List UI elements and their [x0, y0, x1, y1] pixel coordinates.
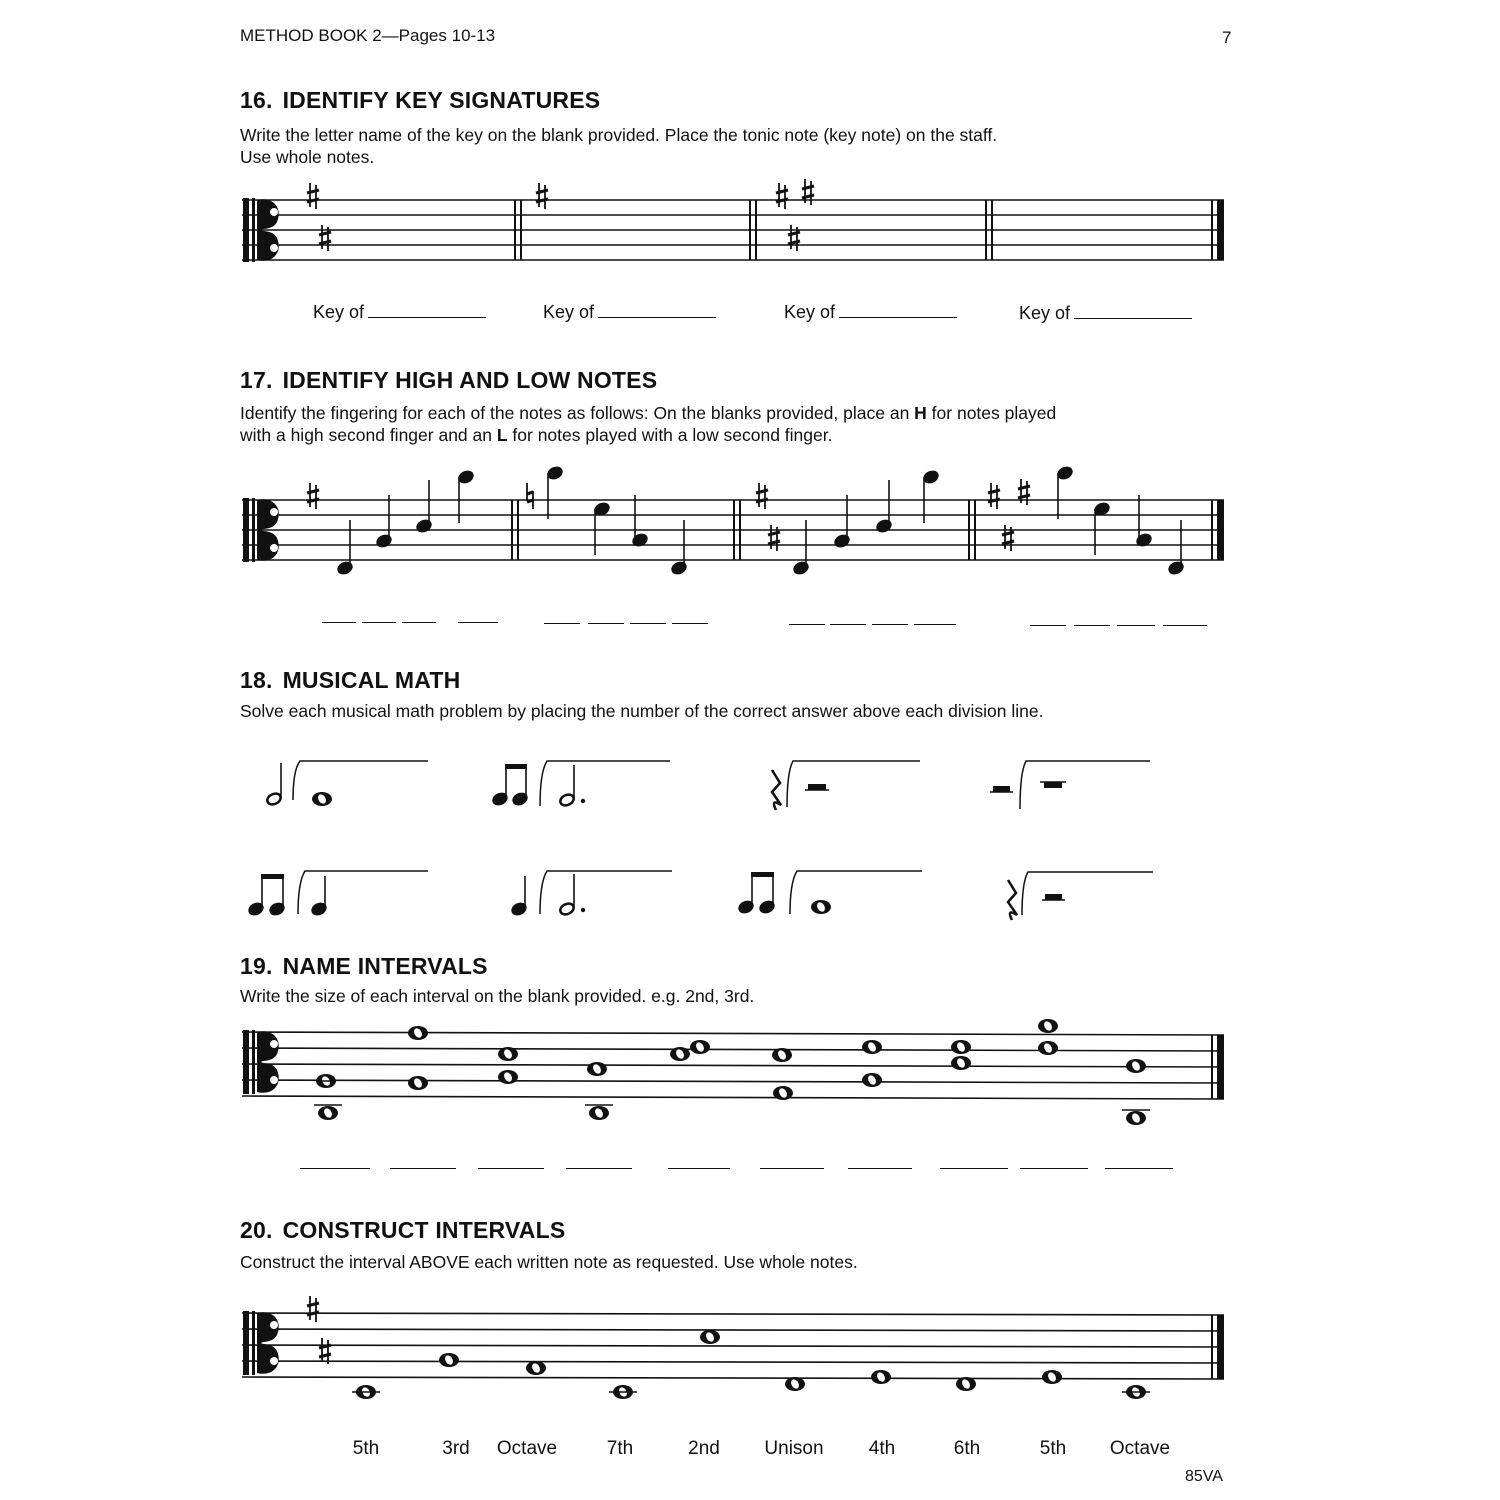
answer-blank[interactable]	[322, 622, 356, 623]
instruction-text: with a high second finger and an	[240, 425, 497, 445]
sharp-icon	[319, 225, 331, 251]
instruction-line: Write the letter name of the key on the blank provided. Place the tonic note (key note) on the staff.	[240, 125, 998, 145]
instruction-bold: L	[496, 425, 508, 445]
section-number: 19.	[240, 953, 273, 979]
interval-label: 5th	[352, 1438, 380, 1459]
key-of-blank-3[interactable]	[784, 302, 957, 323]
sharp-icon	[788, 225, 800, 251]
section-19-instructions: Write the size of each interval on the blank provided. e.g. 2nd, 3rd.	[240, 986, 755, 1006]
key-of-blank-2[interactable]	[543, 302, 716, 323]
section-heading: MUSICAL MATH	[282, 667, 461, 693]
interval-blank[interactable]	[478, 1168, 544, 1169]
staff-19	[242, 1019, 1224, 1125]
answer-blank[interactable]	[1030, 625, 1066, 626]
sharp-icon	[536, 183, 548, 209]
section-heading: IDENTIFY KEY SIGNATURES	[282, 87, 601, 113]
interval-blank[interactable]	[848, 1168, 912, 1169]
sharp-icon	[776, 183, 788, 209]
instruction-text: for notes played	[926, 403, 1057, 423]
key-of-label: Key of	[1019, 303, 1071, 323]
key-of-blank-4[interactable]	[1019, 303, 1192, 324]
interval-label: 6th	[953, 1438, 981, 1459]
interval-label: 7th	[606, 1438, 634, 1459]
sharp-icon	[768, 525, 780, 551]
staff-20	[242, 1296, 1224, 1399]
section-number: 20.	[240, 1217, 273, 1243]
answer-blank[interactable]	[872, 624, 908, 625]
section-heading: NAME INTERVALS	[282, 953, 488, 979]
section-heading: IDENTIFY HIGH AND LOW NOTES	[282, 367, 658, 393]
sharp-icon	[756, 483, 768, 509]
sharp-icon	[988, 483, 1000, 509]
answer-blank[interactable]	[630, 623, 666, 624]
alto-clef-icon	[243, 1311, 279, 1375]
sharp-icon	[307, 183, 319, 209]
section-number: 18.	[240, 667, 273, 693]
key-of-label: Key of	[543, 302, 595, 322]
interval-label: Octave	[1109, 1438, 1171, 1459]
footer-code: 85VA	[1185, 1468, 1223, 1485]
interval-label: Unison	[764, 1438, 824, 1459]
sharp-icon	[1002, 525, 1014, 551]
answer-blank[interactable]	[588, 623, 624, 624]
interval-label: 2nd	[688, 1438, 720, 1459]
interval-blank[interactable]	[300, 1168, 370, 1169]
key-of-label: Key of	[313, 302, 365, 322]
interval-blank[interactable]	[1105, 1168, 1173, 1169]
natural-icon	[527, 483, 533, 509]
interval-blank[interactable]	[390, 1168, 456, 1169]
section-20-instructions: Construct the interval ABOVE each written note as requested. Use whole notes.	[240, 1252, 858, 1272]
sharp-icon	[802, 179, 814, 205]
sharp-icon	[1018, 479, 1030, 505]
instruction-bold: H	[914, 403, 927, 423]
interval-blank[interactable]	[1020, 1168, 1088, 1169]
interval-blank[interactable]	[668, 1168, 730, 1169]
answer-blank[interactable]	[458, 622, 498, 623]
key-of-blank-1[interactable]	[313, 302, 486, 323]
key-of-label: Key of	[784, 302, 836, 322]
interval-blank[interactable]	[940, 1168, 1008, 1169]
interval-blank[interactable]	[566, 1168, 632, 1169]
section-number: 17.	[240, 367, 273, 393]
staff-17	[242, 464, 1224, 577]
section-18-instructions: Solve each musical math problem by placing the number of the correct answer above each division line.	[240, 701, 1044, 721]
instruction-text: for notes played with a low second finger.	[507, 425, 833, 445]
interval-label: Octave	[496, 1438, 558, 1459]
section-heading: CONSTRUCT INTERVALS	[282, 1217, 566, 1243]
interval-label: 5th	[1039, 1438, 1067, 1459]
sharp-icon	[319, 1338, 331, 1364]
header-title: METHOD BOOK 2—Pages 10-13	[240, 26, 496, 45]
math-problems	[246, 761, 1153, 920]
answer-blank[interactable]	[1074, 625, 1110, 626]
answer-blank[interactable]	[914, 624, 956, 625]
answer-blank[interactable]	[1117, 625, 1155, 626]
answer-blank[interactable]	[1163, 625, 1207, 626]
section-number: 16.	[240, 87, 273, 113]
alto-clef-icon	[243, 1030, 279, 1094]
answer-blank[interactable]	[830, 624, 866, 625]
instruction-text: Identify the fingering for each of the notes as follows: On the blanks provided, place an	[240, 403, 915, 423]
interval-blank[interactable]	[760, 1168, 824, 1169]
staff-16	[242, 179, 1224, 262]
answer-blank[interactable]	[672, 623, 708, 624]
page-number: 7	[1222, 28, 1232, 47]
sharp-icon	[307, 483, 319, 509]
interval-label: 3rd	[442, 1438, 470, 1459]
answer-blank[interactable]	[402, 622, 436, 623]
sharp-icon	[307, 1296, 319, 1322]
instruction-line: Use whole notes.	[240, 147, 375, 167]
answer-blank[interactable]	[362, 622, 396, 623]
interval-label: 4th	[868, 1438, 896, 1459]
answer-blank[interactable]	[544, 623, 580, 624]
answer-blank[interactable]	[789, 624, 825, 625]
